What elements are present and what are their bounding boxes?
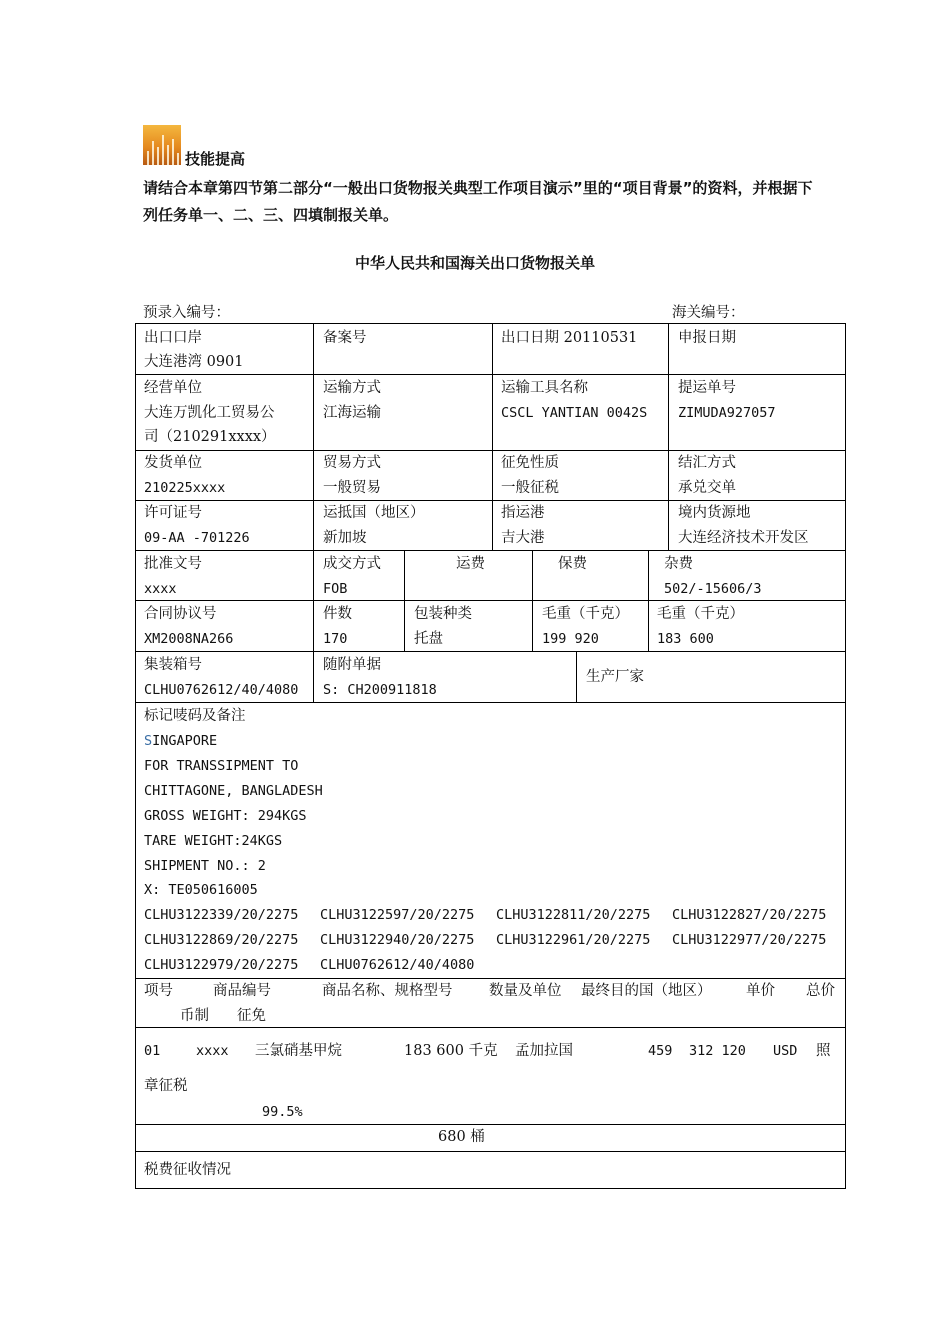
levy-value: 一般征税 — [501, 480, 559, 496]
manufacturer-label: 生产厂家 — [586, 669, 644, 685]
container-code: CLHU3122977/20/2275 — [672, 932, 827, 948]
bl-label: 提运单号 — [678, 380, 736, 396]
goods-col-total: 总价 — [806, 983, 835, 999]
license-label: 许可证号 — [144, 505, 202, 521]
net-weight-label: 毛重（千克） — [657, 606, 744, 622]
export-date-label: 出口日期 20110531 — [501, 330, 638, 346]
item-currency: USD — [773, 1043, 798, 1059]
freight-label: 运费 — [456, 556, 485, 572]
port-label: 出口口岸 — [144, 330, 202, 346]
misc-value: 502/-15606/3 — [664, 581, 762, 597]
container-code: CLHU3122811/20/2275 — [496, 907, 651, 923]
marks-line-1-rest: INGAPORE — [152, 733, 218, 749]
item-country: 孟加拉国 — [515, 1043, 573, 1059]
container-label: 集装箱号 — [144, 657, 202, 673]
marks-label: 标记唛码及备注 — [144, 708, 246, 724]
container-code: CLHU3122940/20/2275 — [320, 932, 475, 948]
section-heading: 技能提高 — [185, 150, 246, 168]
vessel-value: CSCL YANTIAN 0042S — [501, 405, 648, 421]
goods-col-name: 商品名称、规格型号 — [322, 983, 453, 999]
goods-col-code: 商品编号 — [213, 983, 271, 999]
dest-country-value: 新加坡 — [323, 530, 367, 546]
item-levy-1: 照 — [816, 1043, 831, 1059]
trade-value: 一般贸易 — [323, 480, 381, 496]
customs-no-label: 海关编号： — [672, 305, 745, 321]
misc-label: 杂费 — [664, 556, 693, 572]
goods-col-no: 项号 — [144, 983, 173, 999]
customs-declaration-form — [135, 323, 846, 1189]
dest-country-label: 运抵国（地区） — [323, 505, 425, 521]
transport-label: 运输方式 — [323, 380, 381, 396]
shipper-label: 发货单位 — [144, 455, 202, 471]
shipper-value: 210225xxxx — [144, 480, 226, 496]
container-code: CLHU3122597/20/2275 — [320, 907, 475, 923]
declare-date-label: 申报日期 — [678, 330, 736, 346]
license-value: 09-AA -701226 — [144, 530, 250, 546]
pieces-label: 件数 — [323, 606, 352, 622]
contract-value: XM2008NA266 — [144, 631, 234, 647]
record-label: 备案号 — [323, 330, 367, 346]
settle-label: 结汇方式 — [678, 455, 736, 471]
origin-label: 境内货源地 — [678, 505, 751, 521]
terms-value: FOB — [323, 581, 348, 597]
tax-label: 税费征收情况 — [144, 1162, 231, 1178]
origin-value: 大连经济技术开发区 — [678, 530, 809, 546]
goods-col-currency: 币制 — [180, 1008, 209, 1024]
book-logo-icon — [143, 125, 181, 165]
marks-line: GROSS WEIGHT: 294KGS — [144, 808, 307, 824]
goods-col-qty: 数量及单位 — [489, 983, 562, 999]
transport-value: 江海运输 — [323, 405, 381, 421]
insurance-label: 保费 — [558, 556, 587, 572]
approval-label: 批准文号 — [144, 556, 202, 572]
marks-line: SHIPMENT NO.: 2 — [144, 858, 266, 874]
marks-line: CHITTAGONE, BANGLADESH — [144, 783, 323, 799]
contract-label: 合同协议号 — [144, 606, 217, 622]
container-code: CLHU3122827/20/2275 — [672, 907, 827, 923]
marks-line: TARE WEIGHT:24KGS — [144, 833, 283, 849]
item-total: 312 120 — [689, 1043, 746, 1059]
container-code: CLHU3122869/20/2275 — [144, 932, 299, 948]
net-weight-value: 183 600 — [657, 631, 714, 647]
goods-col-levy: 征免 — [237, 1008, 266, 1024]
port-value: 大连港湾 0901 — [144, 354, 244, 370]
approval-value: xxxx — [144, 581, 177, 597]
pieces-value: 170 — [323, 631, 348, 647]
trade-label: 贸易方式 — [323, 455, 381, 471]
pre-entry-label: 预录入编号： — [143, 305, 230, 321]
package-value: 托盘 — [414, 631, 443, 647]
docs-value: S: CH200911818 — [323, 682, 437, 698]
vessel-label: 运输工具名称 — [501, 380, 588, 396]
item-no: 01 — [144, 1043, 161, 1059]
gross-weight-label: 毛重（千克） — [542, 606, 629, 622]
bl-value: ZIMUDA927057 — [678, 405, 776, 421]
goods-col-country: 最终目的国（地区） — [581, 983, 712, 999]
container-value: CLHU0762612/40/4080 — [144, 682, 299, 698]
terms-label: 成交方式 — [323, 556, 381, 572]
form-title: 中华人民共和国海关出口货物报关单 — [354, 254, 595, 272]
marks-first-letter: S — [144, 733, 153, 749]
marks-line-1 — [144, 729, 217, 754]
marks-line: FOR TRANSSIPMENT TO — [144, 758, 299, 774]
operator-value-line1: 大连万凯化工贸易公 — [144, 405, 275, 421]
item-unit-price: 459 — [648, 1043, 673, 1059]
container-code: CLHU0762612/40/4080 — [320, 957, 475, 973]
item-code: xxxx — [196, 1043, 229, 1059]
levy-label: 征免性质 — [501, 455, 559, 471]
operator-value-line2: 司（210291xxxx） — [144, 429, 276, 445]
container-code: CLHU3122979/20/2275 — [144, 957, 299, 973]
settle-value: 承兑交单 — [678, 480, 736, 496]
container-code: CLHU3122961/20/2275 — [496, 932, 651, 948]
package-label: 包装种类 — [414, 606, 472, 622]
operator-label: 经营单位 — [144, 380, 202, 396]
gross-weight-value: 199 920 — [542, 631, 599, 647]
dest-port-value: 吉大港 — [501, 530, 545, 546]
barrels-count: 680 桶 — [438, 1129, 485, 1145]
item-levy-2: 章征税 — [144, 1078, 188, 1094]
goods-col-unit-price: 单价 — [746, 983, 775, 999]
item-purity: 99.5% — [262, 1104, 303, 1120]
docs-label: 随附单据 — [323, 657, 381, 673]
item-qty: 183 600 千克 — [404, 1043, 498, 1059]
intro-paragraph: 请结合本章第四节第二部分“一般出口货物报关典型工作项目演示”里的“项目背景”的资料，并根据下列任务单一、二、三、四填制报关单。 — [143, 179, 813, 224]
marks-line: X: TE050616005 — [144, 882, 258, 898]
item-name: 三氯硝基甲烷 — [255, 1043, 342, 1059]
dest-port-label: 指运港 — [501, 505, 545, 521]
container-code: CLHU3122339/20/2275 — [144, 907, 299, 923]
